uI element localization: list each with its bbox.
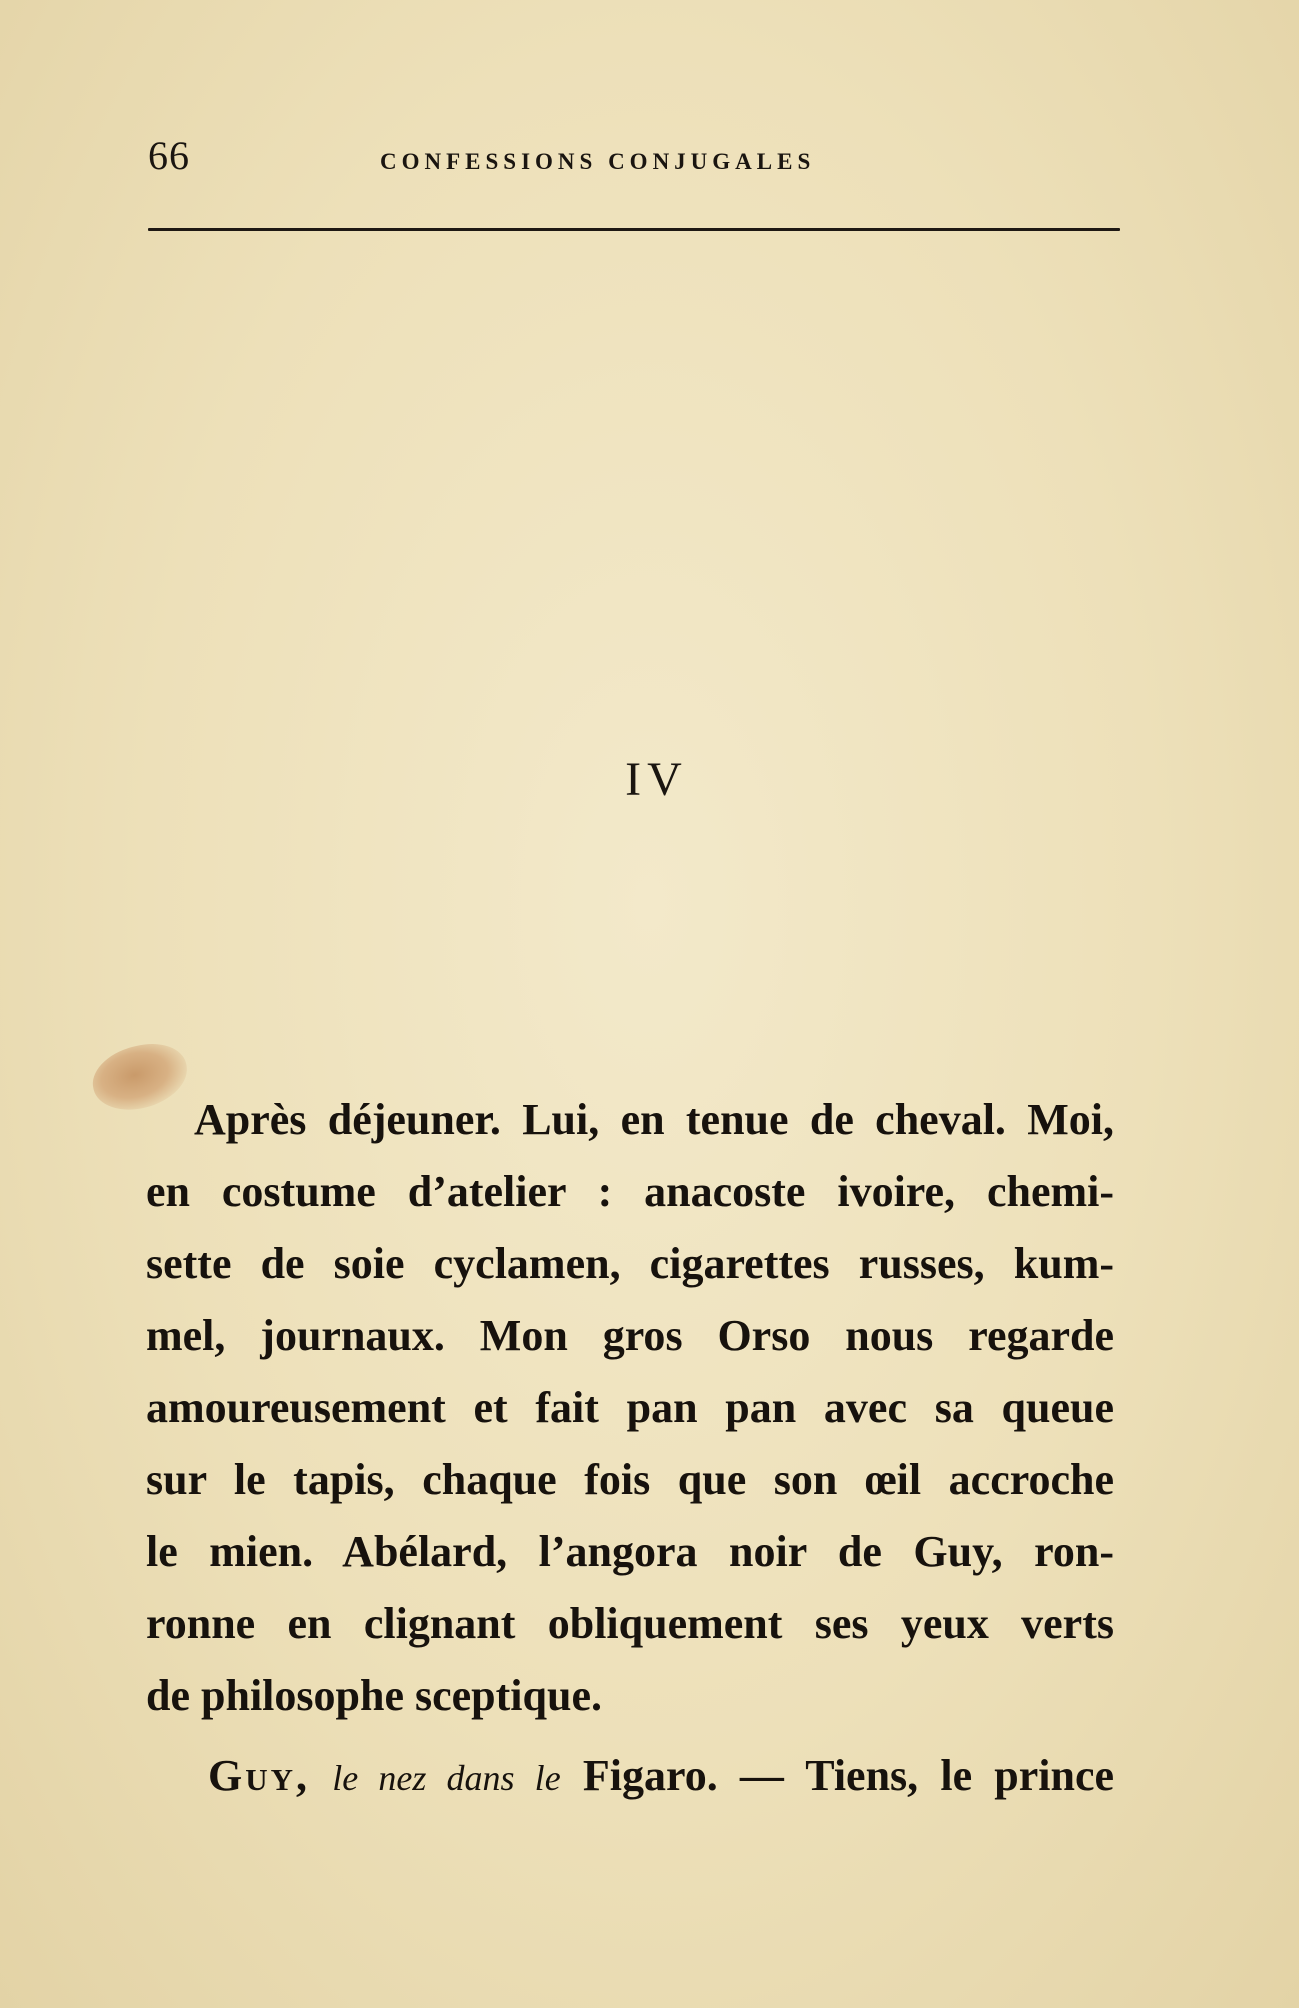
text-line: Après déjeuner. Lui, en tenue de cheval. Moi, xyxy=(194,1095,1114,1144)
text-line: sur le tapis, chaque fois que son œil accroche xyxy=(146,1455,1114,1504)
running-title: CONFESSIONS CONJUGALES xyxy=(380,149,816,174)
text-line: de philosophe sceptique. xyxy=(146,1671,602,1720)
text-line: sette de soie cyclamen, cigarettes russes, kum- xyxy=(146,1239,1114,1288)
text-line: ronne en clignant obliquement ses yeux verts xyxy=(146,1599,1114,1648)
page-number: 66 xyxy=(148,133,190,178)
text-line: amoureusement et fait pan pan avec sa queue xyxy=(146,1383,1114,1432)
speech-text: — Tiens, le prince xyxy=(739,1751,1115,1800)
running-head xyxy=(148,130,1120,190)
text-line: le mien. Abélard, l’angora noir de Guy, ron- xyxy=(146,1527,1114,1576)
paragraph xyxy=(146,1084,1114,1732)
text-line: en costume d’atelier : anacoste ivoire, chemi- xyxy=(146,1167,1114,1216)
newspaper-title: Figaro. xyxy=(582,1751,718,1800)
chapter-number: IV xyxy=(625,753,688,806)
dialogue-line xyxy=(146,1740,1114,1812)
speaker-name: Guy, xyxy=(208,1751,310,1800)
stage-direction: le nez dans le xyxy=(332,1758,561,1798)
header-rule xyxy=(148,228,1120,231)
text-line: mel, journaux. Mon gros Orso nous regarde xyxy=(146,1311,1114,1360)
